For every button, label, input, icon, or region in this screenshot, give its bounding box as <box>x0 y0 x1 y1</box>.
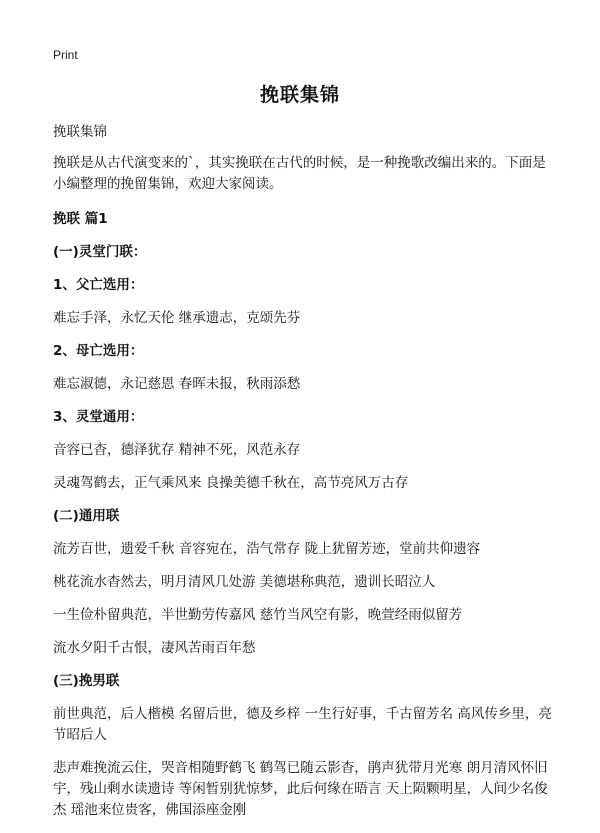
couplet-line: 前世典范，后人楷模 名留后世，德及乡梓 一生行好事，千古留芳名 高风传乡里，亮节昭后人 <box>53 706 552 743</box>
section-heading: 挽联 篇1 <box>53 211 108 227</box>
item-heading-1: 1、父亡选用： <box>53 277 144 293</box>
print-label: Print <box>53 48 78 62</box>
intro-paragraph: 挽联是从古代演变来的`，其实挽联在古代的时候，是一种挽歌改编出来的。下面是小编整理的挽留集锦，欢迎大家阅读。 <box>53 155 546 192</box>
document-title: 挽联集锦 <box>259 84 340 106</box>
document-body <box>53 122 553 833</box>
item-heading-3: 3、灵堂通用： <box>53 409 144 425</box>
part-heading-3: (三)挽男联 <box>53 673 120 689</box>
couplet-line: 流水夕阳千古恨，凄风苦雨百年愁 <box>53 640 256 656</box>
couplet-line: 流芳百世，遗爱千秋 音容宛在，浩气常存 陇上犹留芳迹，堂前共仰遗容 <box>53 541 481 557</box>
document-subtitle: 挽联集锦 <box>53 124 107 140</box>
item-text-2: 难忘淑德，永记慈恩 春晖未报，秋雨添愁 <box>53 376 301 392</box>
item-text-3a: 音容已杳，德泽犹存 精神不死，风范永存 <box>53 442 301 458</box>
part-heading-2: (二)通用联 <box>53 508 120 524</box>
item-heading-2: 2、母亡选用： <box>53 343 144 359</box>
item-text-3b: 灵魂驾鹤去，正气乘风来 良操美德千秋在，高节亮风万古存 <box>53 475 409 491</box>
item-text-1: 难忘手泽，永忆天伦 继承遗志，克颂先芬 <box>53 310 301 326</box>
couplet-line: 一生俭朴留典范，半世勤劳传嘉风 慈竹当风空有影，晚萱经雨似留芳 <box>53 607 463 623</box>
part-heading-1: (一)灵堂门联： <box>53 244 147 260</box>
couplet-line: 桃花流水杳然去，明月清风几处游 美德堪称典范，遗训长昭泣人 <box>53 574 436 590</box>
couplet-line: 悲声难挽流云住，哭音相随野鹤飞 鹤驾已随云影杳，鹃声犹带月光寒 朗月清风怀旧宇，残山剩水读遗诗 等闲暂别犹惊梦，此后何缘在晤言 天上陨颗明星，人间少名俊杰 瑶池来位贵客，佛国添座金刚 <box>53 760 548 818</box>
